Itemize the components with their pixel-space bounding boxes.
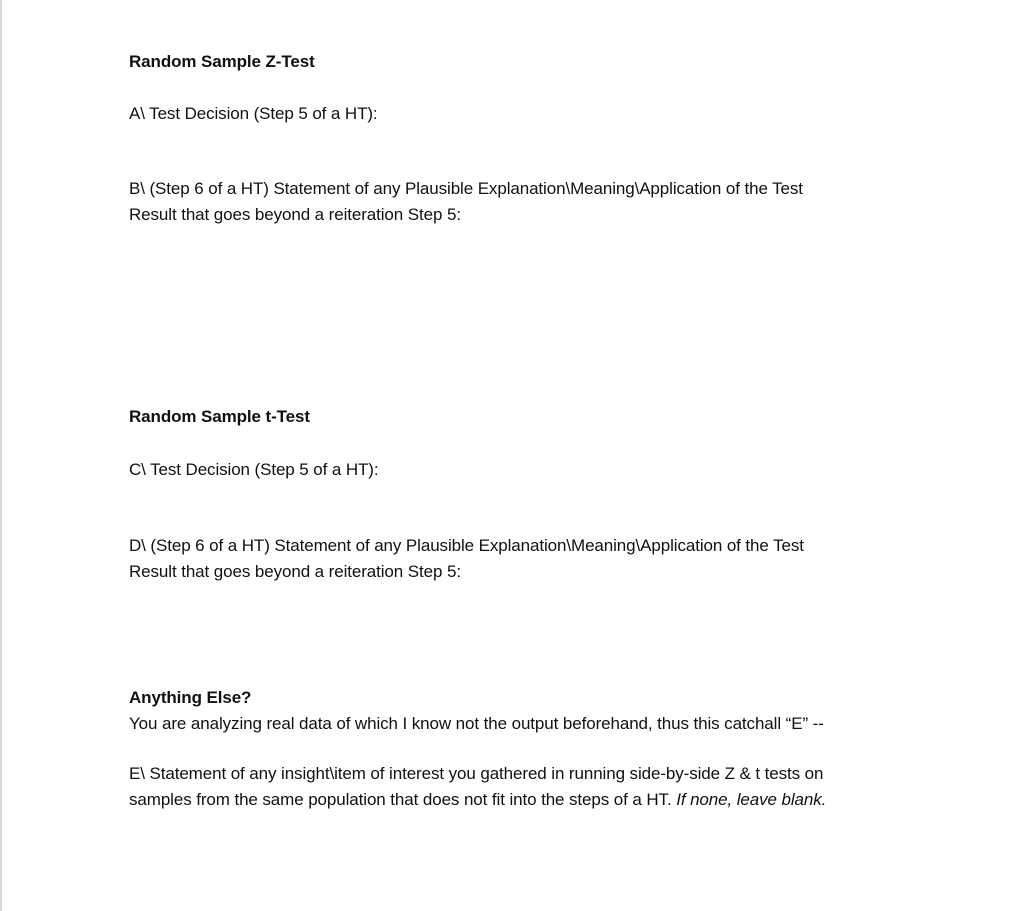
anything-else-intro: You are analyzing real data of which I know not the output beforehand, thus this catchall “E” -- — [129, 714, 824, 733]
question-e-line-2 — [129, 787, 826, 813]
question-a-text: A\ Test Decision (Step 5 of a HT): — [129, 104, 378, 123]
question-b-line-1: B\ (Step 6 of a HT) Statement of any Plausible Explanation\Meaning\Application of the Test — [129, 179, 803, 198]
question-c-text: C\ Test Decision (Step 5 of a HT): — [129, 460, 379, 479]
anything-else-heading: Anything Else? — [129, 688, 252, 707]
question-d-line-2: Result that goes beyond a reiteration Step 5: — [129, 562, 461, 581]
question-d-line-1: D\ (Step 6 of a HT) Statement of any Plausible Explanation\Meaning\Application of the Test — [129, 536, 804, 555]
question-b-line-2: Result that goes beyond a reiteration Step 5: — [129, 205, 461, 224]
z-test-heading: Random Sample Z-Test — [129, 52, 315, 71]
question-e-line-2-text: samples from the same population that does not fit into the steps of a HT. — [129, 790, 677, 809]
leave-blank-note: If none, leave blank. — [676, 790, 827, 809]
question-e-line-1: E\ Statement of any insight\item of interest you gathered in running side-by-side Z & t tests on — [129, 764, 824, 783]
t-test-heading: Random Sample t-Test — [129, 407, 310, 426]
